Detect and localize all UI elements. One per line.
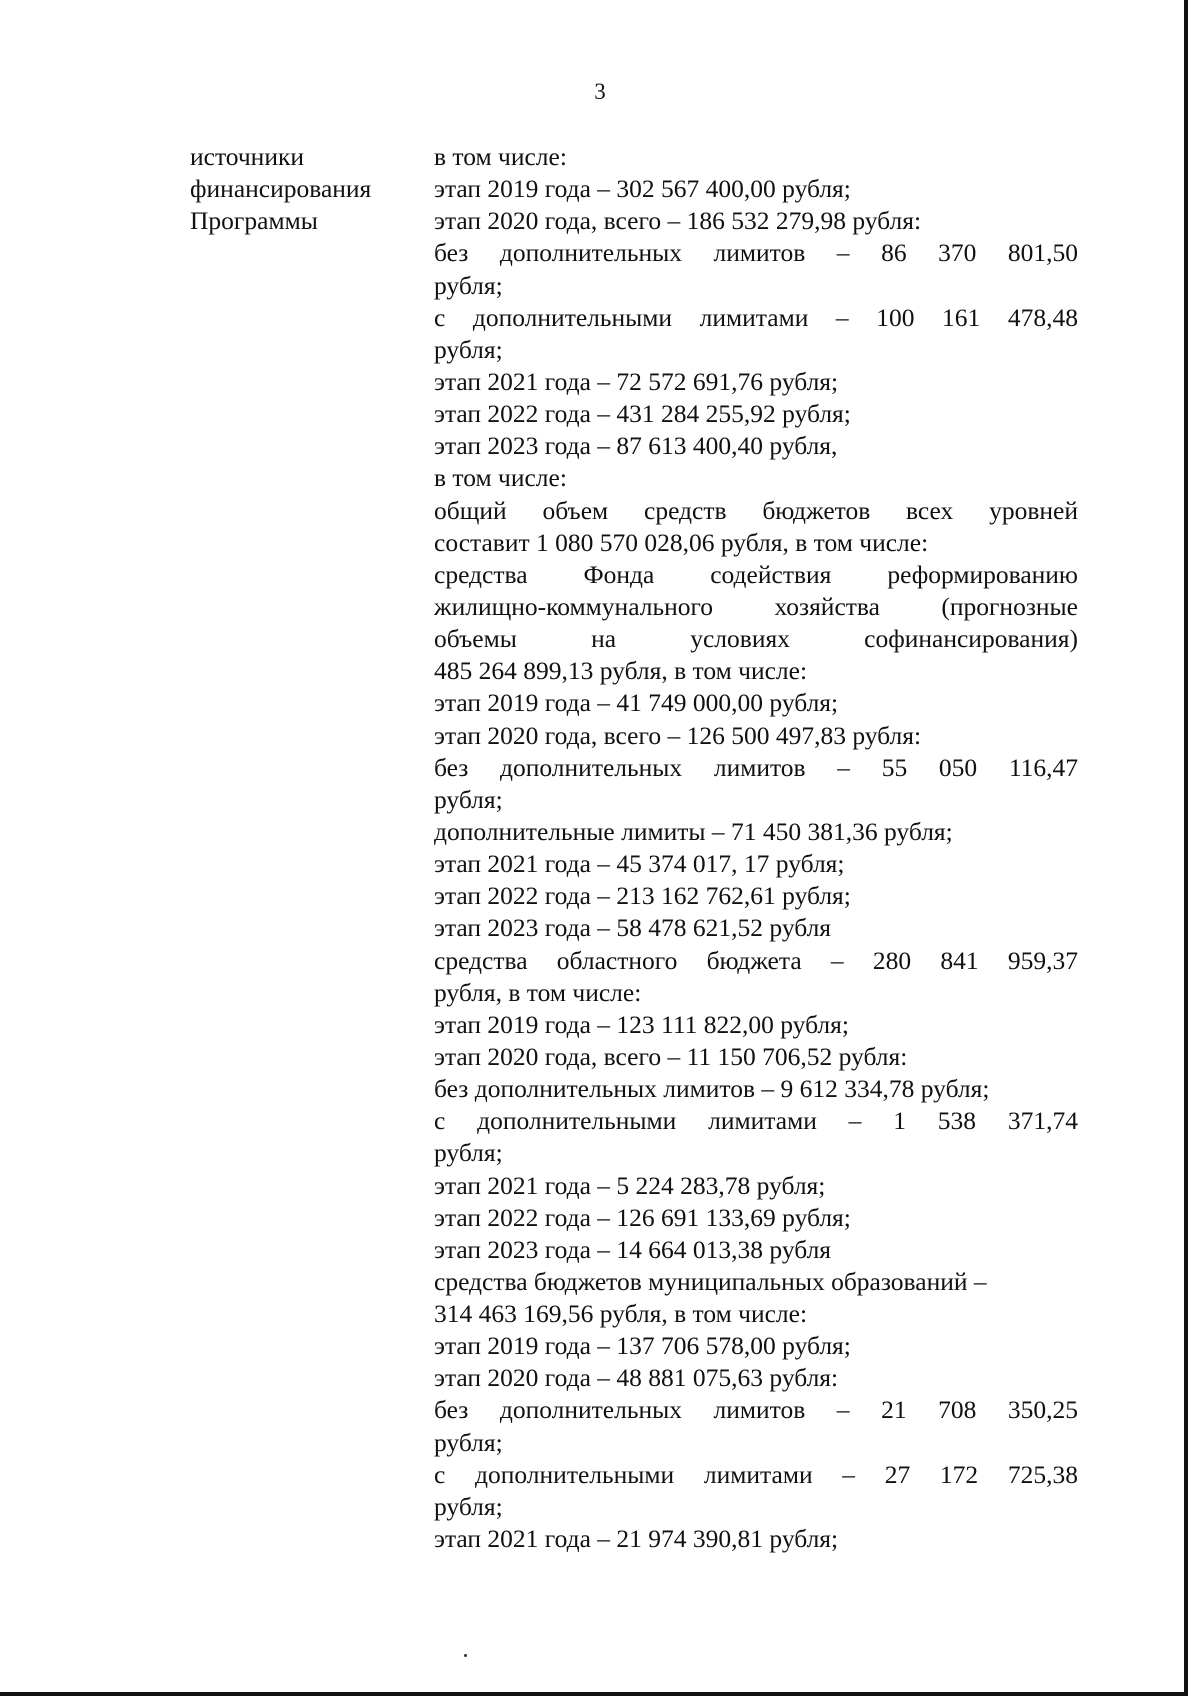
content-line: без дополнительных лимитов – 9 612 334,78 рубля; <box>434 1074 990 1104</box>
content-line: этап 2021 года – 21 974 390,81 рубля; <box>434 1524 839 1554</box>
scan-speck <box>464 1654 467 1657</box>
page-bottom-border <box>0 1692 1188 1696</box>
content-line: рубля; <box>434 1427 503 1457</box>
content-line: этап 2021 года – 5 224 283,78 рубля; <box>434 1170 826 1200</box>
content-line: дополнительные лимиты – 71 450 381,36 рубля; <box>434 816 953 846</box>
content-line: этап 2020 года, всего – 186 532 279,98 рубля: <box>434 206 922 236</box>
content-line: этап 2020 года, всего – 126 500 497,83 рубля: <box>434 720 922 750</box>
content-line: этап 2020 года – 48 881 075,63 рубля: <box>434 1363 839 1393</box>
content-line: с дополнительными лимитами – 27 172 725,38 <box>434 1459 1078 1489</box>
section-label-line: источники <box>190 142 305 171</box>
content-line: в том числе: <box>434 463 567 493</box>
page-right-border <box>1184 0 1188 1692</box>
section-label-line: финансирования <box>190 173 372 203</box>
content-line: 314 463 169,56 рубля, в том числе: <box>434 1299 808 1329</box>
content-line: этап 2022 года – 126 691 133,69 рубля; <box>434 1202 851 1232</box>
content-line: этап 2023 года – 14 664 013,38 рубля <box>434 1234 832 1264</box>
content-line: этап 2021 года – 72 572 691,76 рубля; <box>434 366 839 396</box>
content-line: рубля; <box>434 270 503 300</box>
content-line: рубля; <box>434 1491 503 1521</box>
content-line: с дополнительными лимитами – 100 161 478,48 <box>434 302 1078 332</box>
content-line: этап 2020 года, всего – 11 150 706,52 рубля: <box>434 1041 908 1071</box>
content-line: без дополнительных лимитов – 21 708 350,25 <box>434 1395 1078 1425</box>
content-line: рубля, в том числе: <box>434 977 642 1007</box>
content-line: этап 2023 года – 87 613 400,40 рубля, <box>434 431 838 461</box>
content-line: этап 2019 года – 137 706 578,00 рубля; <box>434 1331 851 1361</box>
content-line: этап 2019 года – 41 749 000,00 рубля; <box>434 688 839 718</box>
content-line: объемы на условиях софинансирования) <box>434 624 1078 654</box>
content-line: этап 2019 года – 302 567 400,00 рубля; <box>434 174 851 204</box>
content-line: рубля; <box>434 1138 503 1168</box>
content-line: без дополнительных лимитов – 55 050 116,47 <box>434 752 1078 782</box>
content-line: в том числе: <box>434 142 567 171</box>
content-line: жилищно-коммунального хозяйства (прогнозные <box>434 591 1078 621</box>
content-line: без дополнительных лимитов – 86 370 801,50 <box>434 238 1078 268</box>
section-label <box>190 141 420 236</box>
content-line: 485 264 899,13 рубля, в том числе: <box>434 656 808 686</box>
content-line: составит 1 080 570 028,06 рубля, в том числе: <box>434 527 929 557</box>
content-line: этап 2019 года – 123 111 822,00 рубля; <box>434 1009 849 1039</box>
content-line: средства областного бюджета – 280 841 959,37 <box>434 945 1078 975</box>
content-line: этап 2022 года – 213 162 762,61 рубля; <box>434 881 851 911</box>
section-label-line: Программы <box>190 205 318 235</box>
content-line: рубля; <box>434 334 503 364</box>
page-number: 3 <box>594 79 606 104</box>
content-line: этап 2023 года – 58 478 621,52 рубля <box>434 913 832 943</box>
content-line: этап 2022 года – 431 284 255,92 рубля; <box>434 399 851 429</box>
content-line: с дополнительными лимитами – 1 538 371,74 <box>434 1106 1078 1136</box>
section-content <box>434 141 1078 1555</box>
content-line: этап 2021 года – 45 374 017, 17 рубля; <box>434 849 845 879</box>
content-line: общий объем средств бюджетов всех уровней <box>434 495 1078 525</box>
content-line: рубля; <box>434 784 503 814</box>
content-line: средства бюджетов муниципальных образований – <box>434 1266 987 1296</box>
content-line: средства Фонда содействия реформированию <box>434 559 1078 589</box>
